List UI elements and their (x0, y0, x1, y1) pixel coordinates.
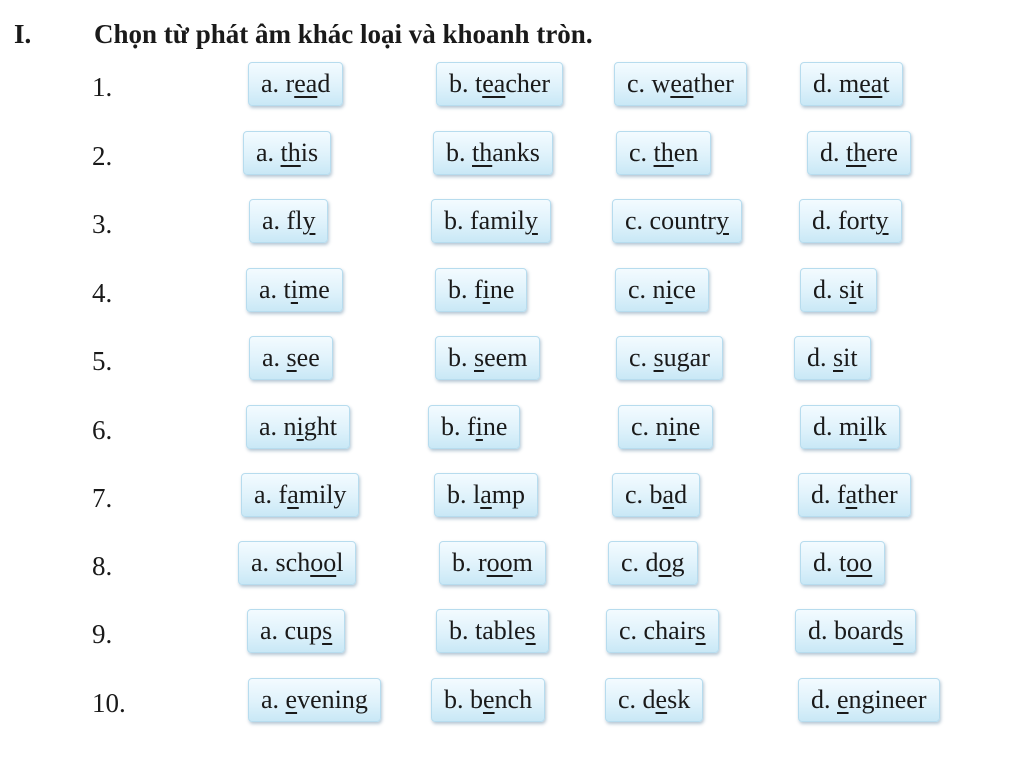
underlined-sound: i (475, 412, 483, 441)
word-part: me (298, 275, 330, 304)
option-letter: a. (254, 480, 273, 509)
underlined-sound: th (846, 138, 867, 167)
option-letter: d. (808, 616, 828, 645)
word-part: f (837, 480, 846, 509)
word-part: ngineer (848, 685, 927, 714)
option-letter: b. (444, 206, 464, 235)
underlined-sound: a (480, 480, 492, 509)
option-letter: c. (631, 412, 650, 441)
word-part: cher (505, 69, 551, 98)
word-part: cup (284, 616, 323, 645)
question-row (0, 62, 1024, 112)
word-part: d (642, 685, 656, 714)
underlined-sound: o (658, 548, 672, 577)
word-part: countr (649, 206, 716, 235)
option-a[interactable] (243, 131, 331, 175)
underlined-sound: s (474, 343, 485, 372)
word-part: m (839, 412, 860, 441)
underlined-sound: e (483, 685, 495, 714)
option-b[interactable] (434, 473, 538, 517)
option-c[interactable] (605, 678, 703, 722)
option-letter: d. (813, 275, 833, 304)
word-part: t (856, 275, 864, 304)
underlined-sound: ea (670, 69, 694, 98)
option-letter: b. (441, 412, 461, 441)
option-letter: b. (449, 616, 469, 645)
option-b[interactable] (439, 541, 546, 585)
question-row (0, 268, 1024, 318)
word-part: board (834, 616, 894, 645)
underlined-sound: th (472, 138, 493, 167)
underlined-sound: e (655, 685, 668, 714)
question-row (0, 131, 1024, 181)
option-c[interactable] (616, 336, 723, 380)
question-number: 2. (92, 141, 113, 171)
word-part: t (839, 548, 847, 577)
underlined-sound: th (653, 138, 674, 167)
option-letter: d. (812, 206, 832, 235)
word-part: d (317, 69, 331, 98)
underlined-sound: e (837, 685, 849, 714)
option-b[interactable] (428, 405, 520, 449)
underlined-sound: oo (486, 548, 513, 577)
option-letter: a. (261, 69, 280, 98)
underlined-sound: s (893, 616, 904, 645)
option-a[interactable] (238, 541, 356, 585)
underlined-sound: i (849, 275, 857, 304)
option-letter: a. (262, 343, 281, 372)
word-part: r (285, 69, 295, 98)
option-letter: b. (452, 548, 472, 577)
question-row (0, 336, 1024, 386)
underlined-sound: i (482, 275, 490, 304)
option-c[interactable] (614, 62, 747, 106)
word-part: d (674, 480, 688, 509)
word-part: ce (672, 275, 696, 304)
option-letter: c. (619, 616, 638, 645)
option-letter: d. (820, 138, 840, 167)
underlined-sound: s (653, 343, 664, 372)
word-part: r (478, 548, 487, 577)
option-b[interactable] (435, 336, 540, 380)
word-part: fort (838, 206, 876, 235)
word-part: l (473, 480, 481, 509)
question-row (0, 405, 1024, 455)
word-part: is (300, 138, 319, 167)
word-part: b (649, 480, 663, 509)
word-part: eem (484, 343, 528, 372)
underlined-sound: y (715, 206, 729, 235)
option-letter: b. (448, 343, 468, 372)
word-part: f (467, 412, 476, 441)
question-row (0, 678, 1024, 728)
question-row (0, 541, 1024, 591)
word-part: en (673, 138, 699, 167)
word-part: t (882, 69, 890, 98)
option-b[interactable] (431, 678, 545, 722)
question-row (0, 473, 1024, 523)
option-letter: d. (807, 343, 827, 372)
option-d[interactable] (800, 268, 877, 312)
word-part: ther (857, 480, 898, 509)
word-part: ne (489, 275, 515, 304)
section-number: I. (14, 19, 32, 49)
option-a[interactable] (249, 336, 333, 380)
question-number: 9. (92, 619, 113, 649)
underlined-sound: i (665, 275, 673, 304)
underlined-sound: oo (310, 548, 337, 577)
option-d[interactable] (800, 62, 903, 106)
option-letter: d. (813, 548, 833, 577)
word-part: g (671, 548, 685, 577)
word-part: m (839, 69, 860, 98)
underlined-sound: ea (294, 69, 318, 98)
word-part: sk (667, 685, 691, 714)
underlined-sound: a (287, 480, 299, 509)
word-part: f (474, 275, 483, 304)
word-part: ne (675, 412, 701, 441)
underlined-sound: i (668, 412, 676, 441)
word-part: vening (297, 685, 368, 714)
word-part: n (652, 275, 666, 304)
underlined-sound: ea (482, 69, 506, 98)
underlined-sound: s (525, 616, 536, 645)
word-part: w (651, 69, 671, 98)
word-part: f (278, 480, 288, 509)
option-letter: d. (811, 685, 831, 714)
option-a[interactable] (246, 405, 350, 449)
option-letter: d. (813, 69, 833, 98)
underlined-sound: e (285, 685, 298, 714)
option-letter: c. (627, 69, 646, 98)
option-letter: c. (628, 275, 647, 304)
section-title: Chọn từ phát âm khác loại và khoanh tròn. (94, 19, 593, 49)
option-letter: b. (444, 685, 464, 714)
word-part: fl (286, 206, 303, 235)
underlined-sound: th (280, 138, 301, 167)
question-row (0, 199, 1024, 249)
option-b[interactable] (435, 268, 527, 312)
option-letter: a. (251, 548, 270, 577)
word-part: sch (275, 548, 311, 577)
question-number: 5. (92, 346, 113, 376)
underlined-sound: i (290, 275, 299, 304)
underlined-sound: ea (859, 69, 883, 98)
option-letter: c. (621, 548, 640, 577)
question-number: 1. (92, 72, 113, 102)
word-part: nch (494, 685, 533, 714)
word-part: chair (643, 616, 696, 645)
option-letter: a. (256, 138, 275, 167)
option-letter: c. (618, 685, 637, 714)
option-letter: b. (446, 138, 466, 167)
option-letter: b. (447, 480, 467, 509)
option-c[interactable] (608, 541, 698, 585)
underlined-sound: s (833, 343, 844, 372)
option-c[interactable] (616, 131, 711, 175)
word-part: ther (693, 69, 734, 98)
word-part: ugar (663, 343, 710, 372)
underlined-sound: y (302, 206, 316, 235)
underlined-sound: i (296, 412, 304, 441)
option-b[interactable] (433, 131, 553, 175)
option-letter: d. (811, 480, 831, 509)
underlined-sound: s (695, 616, 706, 645)
word-part: lk (866, 412, 887, 441)
option-letter: a. (260, 616, 279, 645)
option-letter: c. (629, 138, 648, 167)
option-c[interactable] (606, 609, 719, 653)
option-d[interactable] (800, 541, 885, 585)
word-part: ght (303, 412, 338, 441)
underlined-sound: y (875, 206, 889, 235)
option-b[interactable] (436, 62, 563, 106)
word-part: n (283, 412, 297, 441)
underlined-sound: a (845, 480, 858, 509)
word-part: it (843, 343, 858, 372)
option-letter: c. (625, 206, 644, 235)
underlined-sound: a (662, 480, 675, 509)
option-letter: a. (261, 685, 280, 714)
option-c[interactable] (612, 473, 700, 517)
word-part: b (470, 685, 483, 714)
option-c[interactable] (615, 268, 709, 312)
option-c[interactable] (618, 405, 713, 449)
word-part: s (839, 275, 850, 304)
question-number: 7. (92, 483, 113, 513)
underlined-sound: oo (846, 548, 873, 577)
question-number: 4. (92, 278, 113, 308)
option-a[interactable] (241, 473, 359, 517)
word-part: ee (296, 343, 320, 372)
word-part: m (512, 548, 533, 577)
underlined-sound: s (322, 616, 333, 645)
option-letter: a. (259, 275, 278, 304)
option-letter: d. (813, 412, 833, 441)
word-part: mp (491, 480, 526, 509)
option-c[interactable] (612, 199, 742, 243)
question-number: 10. (92, 688, 126, 718)
word-part: table (475, 616, 526, 645)
option-d[interactable] (807, 131, 911, 175)
option-a[interactable] (246, 268, 343, 312)
option-a[interactable] (248, 62, 343, 106)
option-d[interactable] (798, 473, 911, 517)
option-letter: a. (259, 412, 278, 441)
option-a[interactable] (247, 609, 345, 653)
word-part: anks (492, 138, 540, 167)
underlined-sound: i (859, 412, 867, 441)
option-letter: b. (448, 275, 468, 304)
question-row (0, 609, 1024, 659)
option-a[interactable] (248, 678, 381, 722)
word-part: t (475, 69, 483, 98)
word-part: mily (298, 480, 347, 509)
question-number: 6. (92, 415, 113, 445)
underlined-sound: s (286, 343, 297, 372)
word-part: t (283, 275, 291, 304)
question-number: 8. (92, 551, 113, 581)
word-part: ne (482, 412, 508, 441)
option-b[interactable] (431, 199, 551, 243)
option-d[interactable] (800, 405, 900, 449)
word-part: l (336, 548, 344, 577)
option-letter: a. (262, 206, 281, 235)
option-letter: b. (449, 69, 469, 98)
option-letter: c. (625, 480, 644, 509)
word-part: ere (866, 138, 898, 167)
option-b[interactable] (436, 609, 549, 653)
word-part: d (645, 548, 659, 577)
option-d[interactable] (798, 678, 940, 722)
question-number: 3. (92, 209, 113, 239)
option-a[interactable] (249, 199, 328, 243)
option-letter: c. (629, 343, 648, 372)
option-d[interactable] (799, 199, 902, 243)
option-d[interactable] (795, 609, 916, 653)
underlined-sound: y (524, 206, 538, 235)
word-part: n (655, 412, 669, 441)
word-part: famil (470, 206, 525, 235)
option-d[interactable] (794, 336, 871, 380)
